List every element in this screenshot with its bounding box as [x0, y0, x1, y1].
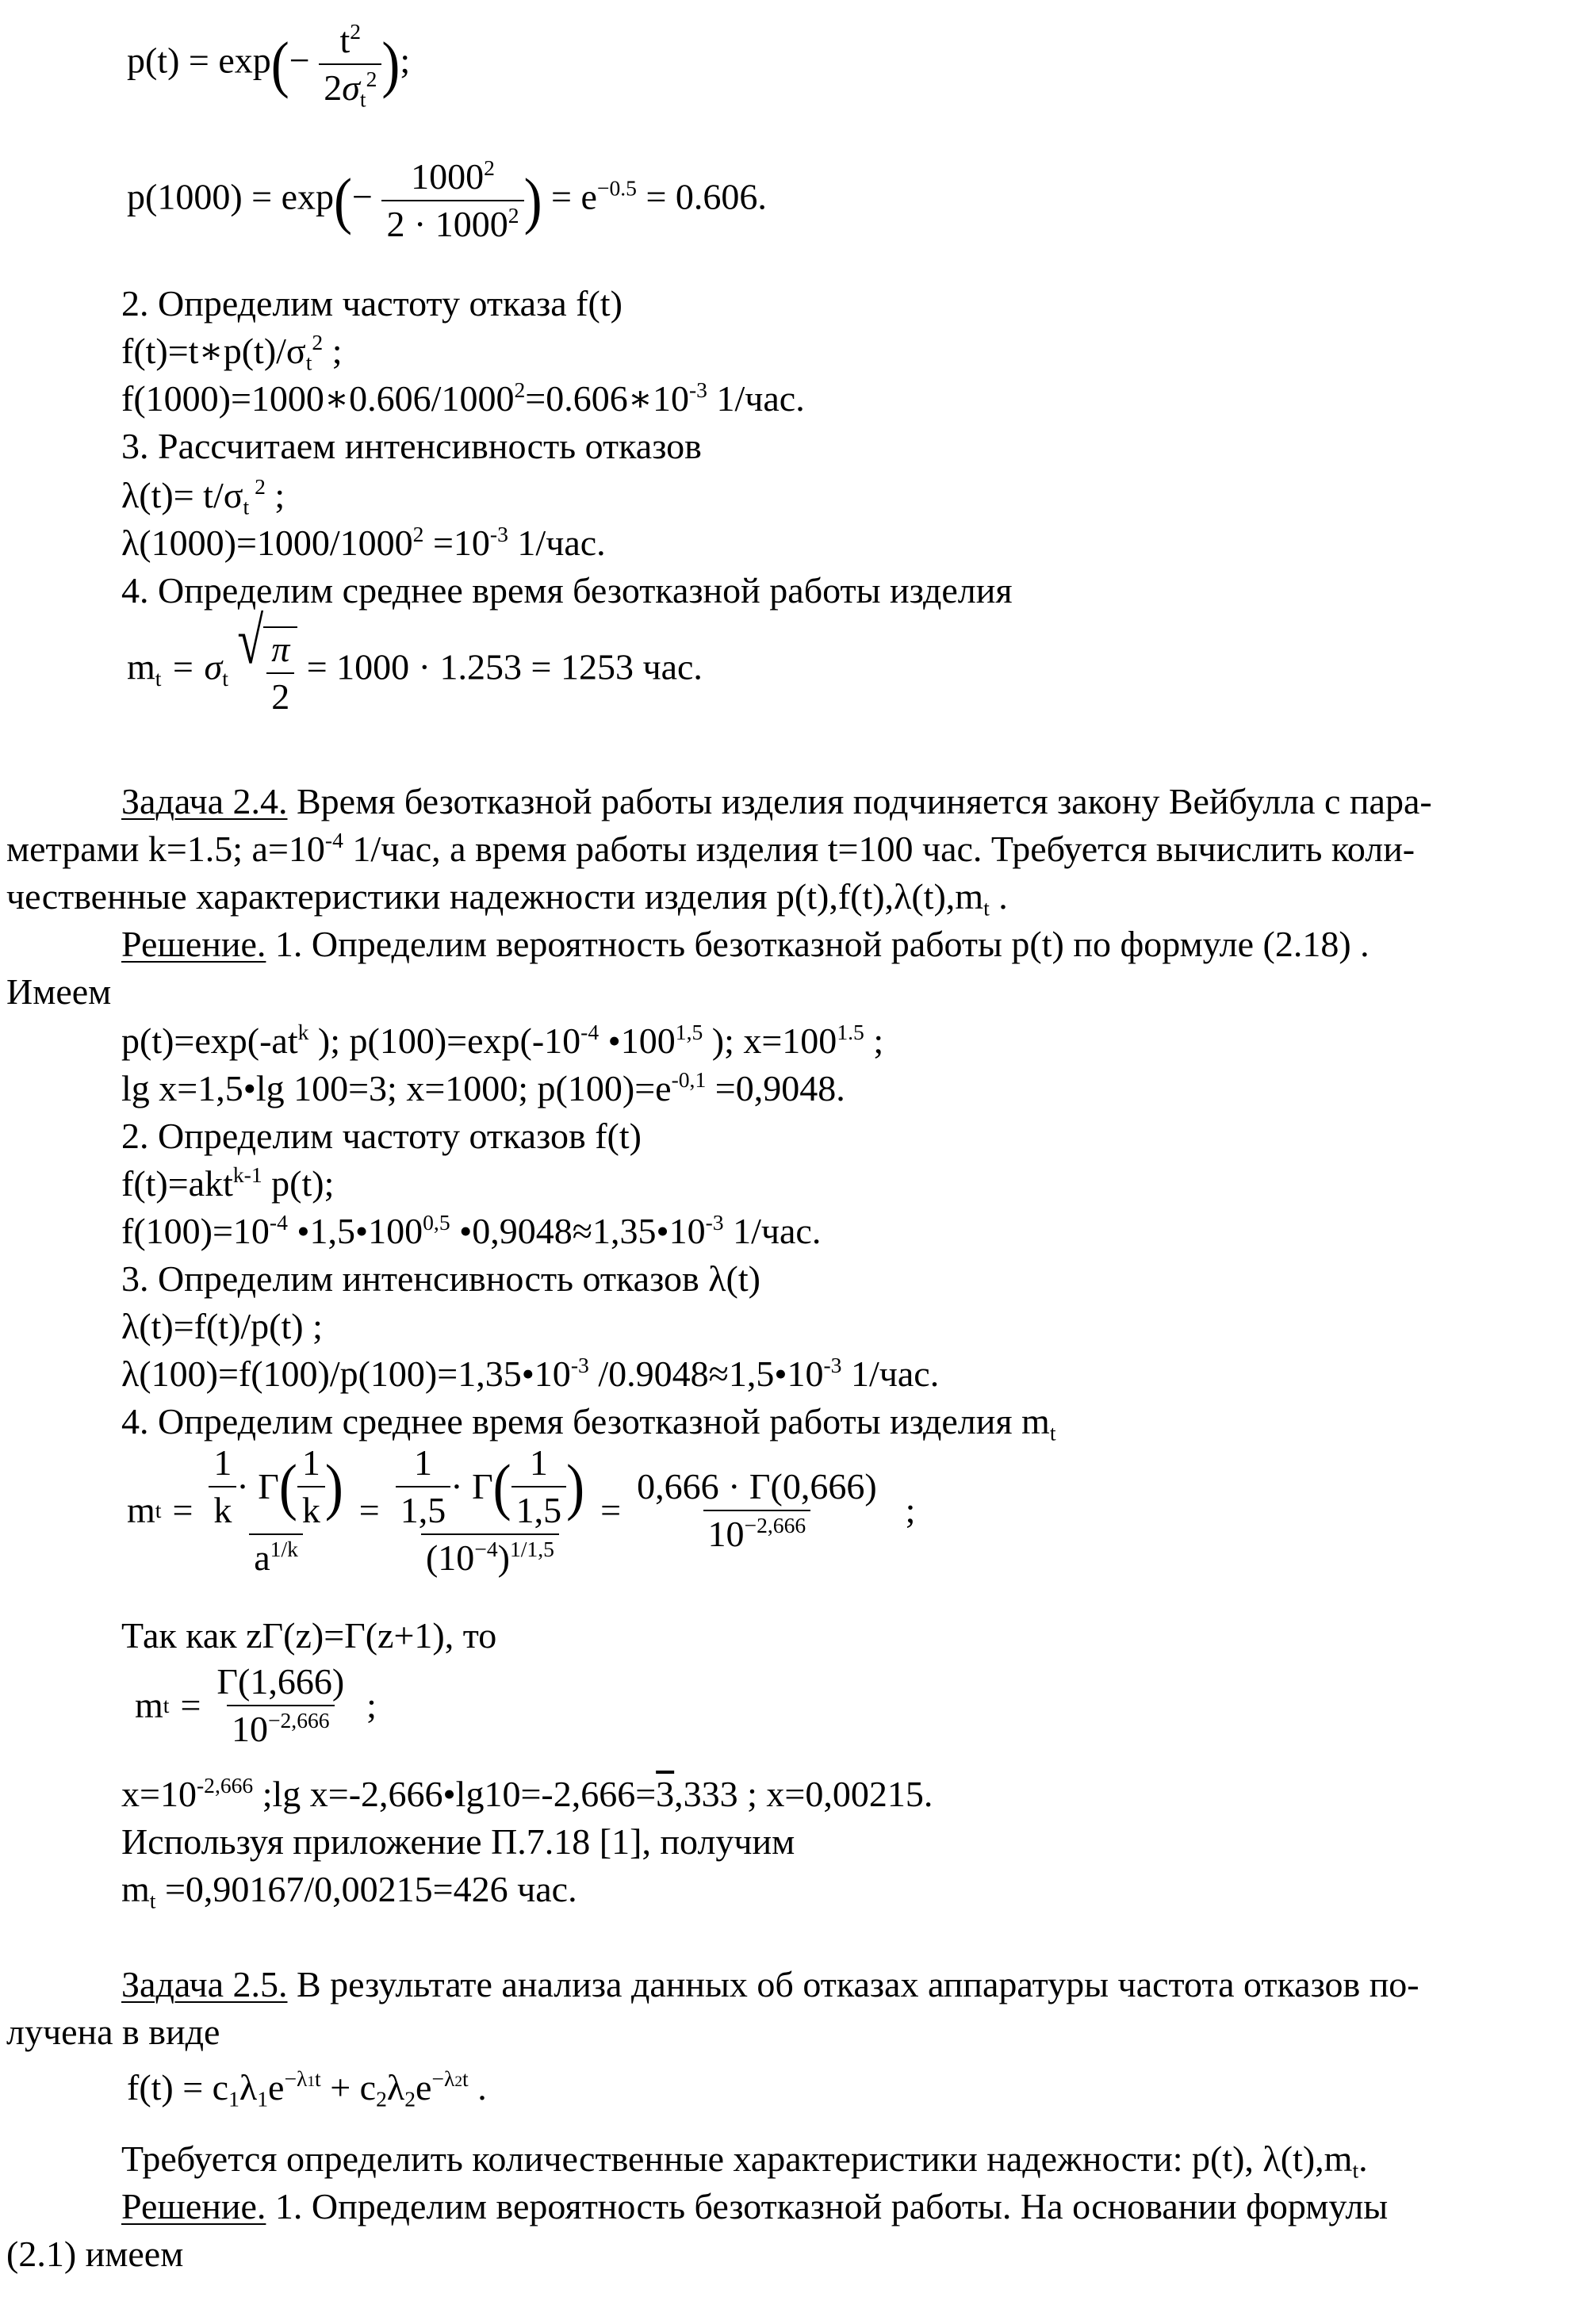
den-sup: −2,666	[267, 1707, 330, 1732]
task25-requirement	[121, 2138, 1368, 2183]
fraction-3	[632, 1468, 882, 1553]
m-sub: t	[155, 665, 162, 691]
paren-close: )	[324, 1451, 343, 1522]
den: k	[209, 1486, 236, 1529]
paren-close: )	[381, 29, 400, 99]
text: p(t)=exp(-at	[121, 1020, 298, 1061]
den-sup: 1/k	[270, 1536, 298, 1561]
task24-line3	[6, 876, 1008, 921]
task24-line2	[6, 827, 1416, 869]
fraction-2-inner	[511, 1442, 567, 1530]
sqrt-sign: √	[237, 604, 264, 678]
gamma: · Γ	[450, 1466, 493, 1507]
gamma: · Γ	[236, 1466, 279, 1507]
den: 1,5	[511, 1486, 567, 1529]
task24-using-line: Используя приложение П.7.18 [1], получим	[121, 1821, 795, 1862]
text: x=10	[121, 1774, 197, 1814]
den: 10	[707, 1514, 745, 1554]
task24-eq5: λ(t)=f(t)/p(t) ;	[121, 1306, 323, 1346]
num: 1	[301, 1442, 320, 1483]
sub: t	[1049, 1420, 1056, 1445]
sup: 0,5	[423, 1209, 450, 1235]
text: •1,5•100	[287, 1211, 423, 1251]
task25-solution-line2: (2.1) имеем	[6, 2234, 184, 2274]
task24-step4-title	[121, 1401, 1056, 1445]
sup: -3	[688, 377, 707, 402]
text: + c	[320, 2067, 377, 2108]
den-sup: −2,666	[744, 1512, 806, 1537]
text: =0,9048.	[706, 1068, 845, 1108]
den: 2	[271, 676, 290, 717]
paren-close: )	[523, 165, 542, 235]
paren-open: (	[278, 1451, 297, 1522]
sup: t	[462, 2066, 469, 2091]
den-sup: 1/1,5	[509, 1536, 554, 1561]
text: ;	[323, 331, 343, 371]
text: /0.9048≈1,5•10	[588, 1353, 824, 1394]
text: •100	[599, 1020, 676, 1061]
sup: 2	[249, 473, 266, 499]
task24-eq6	[121, 1352, 940, 1394]
eq-lhs: p(t) = exp	[127, 40, 271, 81]
text: 4. Определим среднее время безотказной работы изделия m	[121, 1401, 1050, 1441]
sub: 1	[257, 2086, 269, 2112]
task24-mt-equation: m t = $\frac{1}{k}$ · Γ ( $\frac{1}{k}$ ) $a^{1/k}$ = $\frac{1}{1,5}$ · Γ ( $\frac{1}{1,5}$ ) $(10^{-4})^{1/1,5}$ = $\frac{0,666 \cdot \Gamma(0,666)}{10^{-2,666}}$ ;	[127, 1442, 916, 1578]
num-exp: 2	[350, 18, 362, 44]
sup: -0,1	[671, 1066, 707, 1092]
sup: −λ	[284, 2066, 308, 2091]
text: e	[415, 2067, 432, 2108]
text: ,333 ; x=0,00215.	[674, 1774, 933, 1814]
den-a: a	[254, 1537, 270, 1578]
den-coef: 2	[324, 67, 343, 108]
step2-formula	[121, 329, 343, 375]
paren-open: (	[334, 165, 352, 235]
task25-solution-line1	[121, 2188, 1388, 2225]
sub: t	[983, 895, 990, 921]
eq-tail: ;	[400, 40, 411, 81]
text: Время безотказной работы изделия подчиняется закону Вейбулла с пара-	[287, 781, 1432, 821]
task24-line1	[121, 783, 1432, 820]
paren-open: (	[492, 1451, 511, 1522]
sup: -3	[489, 521, 508, 546]
sup: k-1	[232, 1162, 262, 1187]
paren-close: )	[566, 1451, 585, 1522]
eq-lhs: p(1000) = exp	[127, 176, 334, 217]
den: 1,5	[396, 1486, 451, 1529]
step3-formula	[121, 473, 285, 519]
step2-calc	[121, 377, 805, 419]
sup: t	[315, 2066, 321, 2091]
sup-sub: 2	[454, 2073, 463, 2090]
fraction-2	[391, 1442, 589, 1578]
eq: =	[180, 1685, 201, 1725]
fraction-1-inner	[297, 1442, 325, 1530]
overbar-digit: 3	[656, 1774, 675, 1814]
fraction	[266, 631, 294, 715]
fraction	[319, 18, 381, 112]
step4-title: 4. Определим среднее время безотказной работы изделия	[121, 570, 1013, 611]
sub: t	[243, 494, 250, 519]
sup: −λ	[431, 2066, 455, 2091]
text: λ(1000)=1000/1000	[121, 523, 413, 563]
num: 1	[414, 1442, 432, 1483]
eq-sigma: = σ	[161, 646, 223, 687]
sub: t	[1352, 2157, 1359, 2183]
text: f(1000)=1000∗0.606/1000	[121, 378, 515, 419]
task24-label: Задача 2.4.	[121, 781, 288, 821]
eq: =	[358, 1490, 380, 1530]
sup: -2,666	[196, 1772, 254, 1798]
den-b: )	[497, 1537, 510, 1578]
num-base: 1000	[411, 156, 485, 197]
text: p(t);	[262, 1163, 335, 1204]
text: λ	[239, 2067, 258, 2108]
text: метрами k=1.5; a=10	[6, 829, 325, 869]
equation-mt-rayleigh	[127, 604, 703, 717]
text: ;	[265, 475, 285, 515]
num-base: t	[339, 20, 351, 60]
text: f(t)=akt	[121, 1163, 233, 1204]
task24-eq1	[121, 1019, 884, 1061]
task24-eq8	[121, 1869, 577, 1913]
den-sup: −4	[474, 1536, 498, 1561]
eq-minus: −	[351, 176, 373, 217]
den: k	[297, 1486, 325, 1529]
num: 1	[529, 1442, 548, 1483]
sigma-sub: t	[222, 665, 228, 691]
step3-title: 3. Рассчитаем интенсивность отказов	[121, 426, 702, 466]
eq-tail: ;	[366, 1685, 377, 1725]
text: =0.606∗10	[525, 378, 689, 419]
sub: 2	[404, 2086, 416, 2112]
den-sigma: σ	[342, 67, 360, 108]
text: e	[268, 2067, 285, 2108]
sup-sub: 1	[307, 2073, 316, 2090]
sup: 1.5	[837, 1019, 864, 1044]
sqrt	[237, 604, 297, 717]
den-exp: 2	[366, 66, 377, 91]
num-exp: 2	[484, 155, 495, 180]
fraction-2-k	[396, 1442, 451, 1530]
sup: 1,5	[675, 1019, 703, 1044]
sub: t	[149, 1888, 156, 1913]
sub: t	[305, 350, 312, 375]
text: ;	[864, 1020, 884, 1061]
text: λ(t)= t/σ	[121, 475, 243, 515]
task25-line1	[121, 1966, 1419, 2003]
text: .	[1358, 2138, 1368, 2179]
text: =0,90167/0,00215=426 час.	[155, 1869, 577, 1909]
sub: 2	[376, 2086, 387, 2112]
text: 1/час.	[841, 1353, 940, 1394]
fraction-1-k	[209, 1442, 236, 1530]
task24-mt-equation-2: m t = $\frac{\Gamma(1,666)}{10^{-2,666}}$ ;	[135, 1661, 377, 1749]
step3-calc	[121, 521, 606, 563]
num: π	[271, 629, 290, 669]
task24-solution-line1	[121, 926, 1370, 963]
den-exp: 2	[508, 202, 519, 228]
equation-p-1000	[127, 155, 767, 244]
text: 1. Определим вероятность безотказной работы p(t) по формуле (2.18) .	[266, 924, 1370, 964]
text: 1. Определим вероятность безотказной работы. На основании формулы	[266, 2186, 1389, 2226]
task24-eq3	[121, 1162, 335, 1204]
solution-label: Решение.	[121, 2186, 266, 2226]
fraction	[381, 155, 523, 244]
sup: 2	[412, 521, 424, 546]
text: 1/час.	[707, 378, 805, 419]
num: 1	[213, 1442, 232, 1483]
sup: k	[297, 1019, 309, 1044]
fraction	[212, 1661, 349, 1749]
text: чественные характеристики надежности изделия p(t),f(t),λ(t),m	[6, 876, 984, 917]
text: ;lg x=-2,666•lg10=-2,666=	[253, 1774, 657, 1814]
sub: 1	[228, 2086, 239, 2112]
eq-minus: −	[289, 40, 310, 81]
eq: =	[172, 1490, 193, 1530]
fraction-1	[204, 1442, 347, 1578]
sup: -3	[570, 1352, 589, 1377]
text: λ	[386, 2067, 405, 2108]
solution-label: Решение.	[121, 924, 266, 964]
sup: -4	[269, 1209, 288, 1235]
m: m	[127, 1490, 155, 1530]
sup: -3	[705, 1209, 724, 1235]
sup: 2	[514, 377, 526, 402]
text: ); p(100)=exp(-10	[308, 1020, 581, 1061]
num: 0,666 · Γ(0,666)	[637, 1466, 877, 1507]
text: 1/час.	[723, 1211, 822, 1251]
m: m	[135, 1685, 163, 1725]
text: λ(100)=f(100)/p(100)=1,35•10	[121, 1353, 571, 1394]
step2-title: 2. Определим частоту отказа f(t)	[121, 283, 623, 324]
text: m	[121, 1869, 150, 1909]
task25-label: Задача 2.5.	[121, 1964, 288, 2004]
text: lg x=1,5•lg 100=3; x=1000; p(100)=e	[121, 1068, 672, 1108]
e-exp: −0.5	[596, 175, 637, 201]
task24-eq4	[121, 1209, 822, 1251]
text: .	[468, 2067, 487, 2108]
task24-eq7	[121, 1772, 933, 1814]
text: f(t)=t∗p(t)/σ	[121, 331, 306, 371]
den-base: 2 · 1000	[386, 204, 508, 244]
sup: -4	[324, 827, 343, 852]
den-sub: t	[359, 86, 366, 112]
den-a: (10	[425, 1537, 475, 1578]
text: Требуется определить количественные характеристики надежности: p(t), λ(t),m	[121, 2138, 1353, 2179]
sup: -3	[823, 1352, 842, 1377]
paren-open: (	[270, 29, 289, 99]
text: В результате анализа данных об отказах аппаратуры частота отказов по-	[287, 1964, 1419, 2004]
text: ); x=100	[703, 1020, 837, 1061]
eq-e: = e	[551, 176, 597, 217]
eq-tail: ;	[905, 1490, 916, 1530]
num: Γ(1,666)	[216, 1661, 345, 1702]
text: f(100)=10	[121, 1211, 270, 1251]
eq-tail: = 0.606.	[646, 176, 767, 217]
equation-p-t	[127, 18, 411, 112]
text: 1/час, а время работы изделия t=100 час. Требуется вычислить коли-	[343, 829, 1416, 869]
m: m	[127, 646, 155, 687]
text: f(t) = c	[127, 2067, 229, 2108]
text: •0,9048≈1,35•10	[450, 1211, 706, 1251]
task24-step2-title: 2. Определим частоту отказов f(t)	[121, 1116, 642, 1156]
task24-solution-line2: Имеем	[6, 971, 112, 1012]
text: =10	[423, 523, 490, 563]
task24-step3-title: 3. Определим интенсивность отказов λ(t)	[121, 1258, 760, 1299]
task25-line2: лучена в виде	[6, 2012, 220, 2052]
sup: -4	[580, 1019, 600, 1044]
den: 10	[231, 1709, 268, 1749]
eq-tail: = 1000 · 1.253 = 1253 час.	[306, 646, 703, 687]
text: .	[989, 876, 1008, 917]
text: 1/час.	[508, 523, 606, 563]
task24-since-line: Так как zΓ(z)=Γ(z+1), то	[121, 1615, 497, 1656]
task24-eq2	[121, 1066, 845, 1108]
eq: =	[600, 1490, 622, 1530]
task25-equation	[127, 2066, 487, 2112]
sup: 2	[312, 329, 324, 354]
